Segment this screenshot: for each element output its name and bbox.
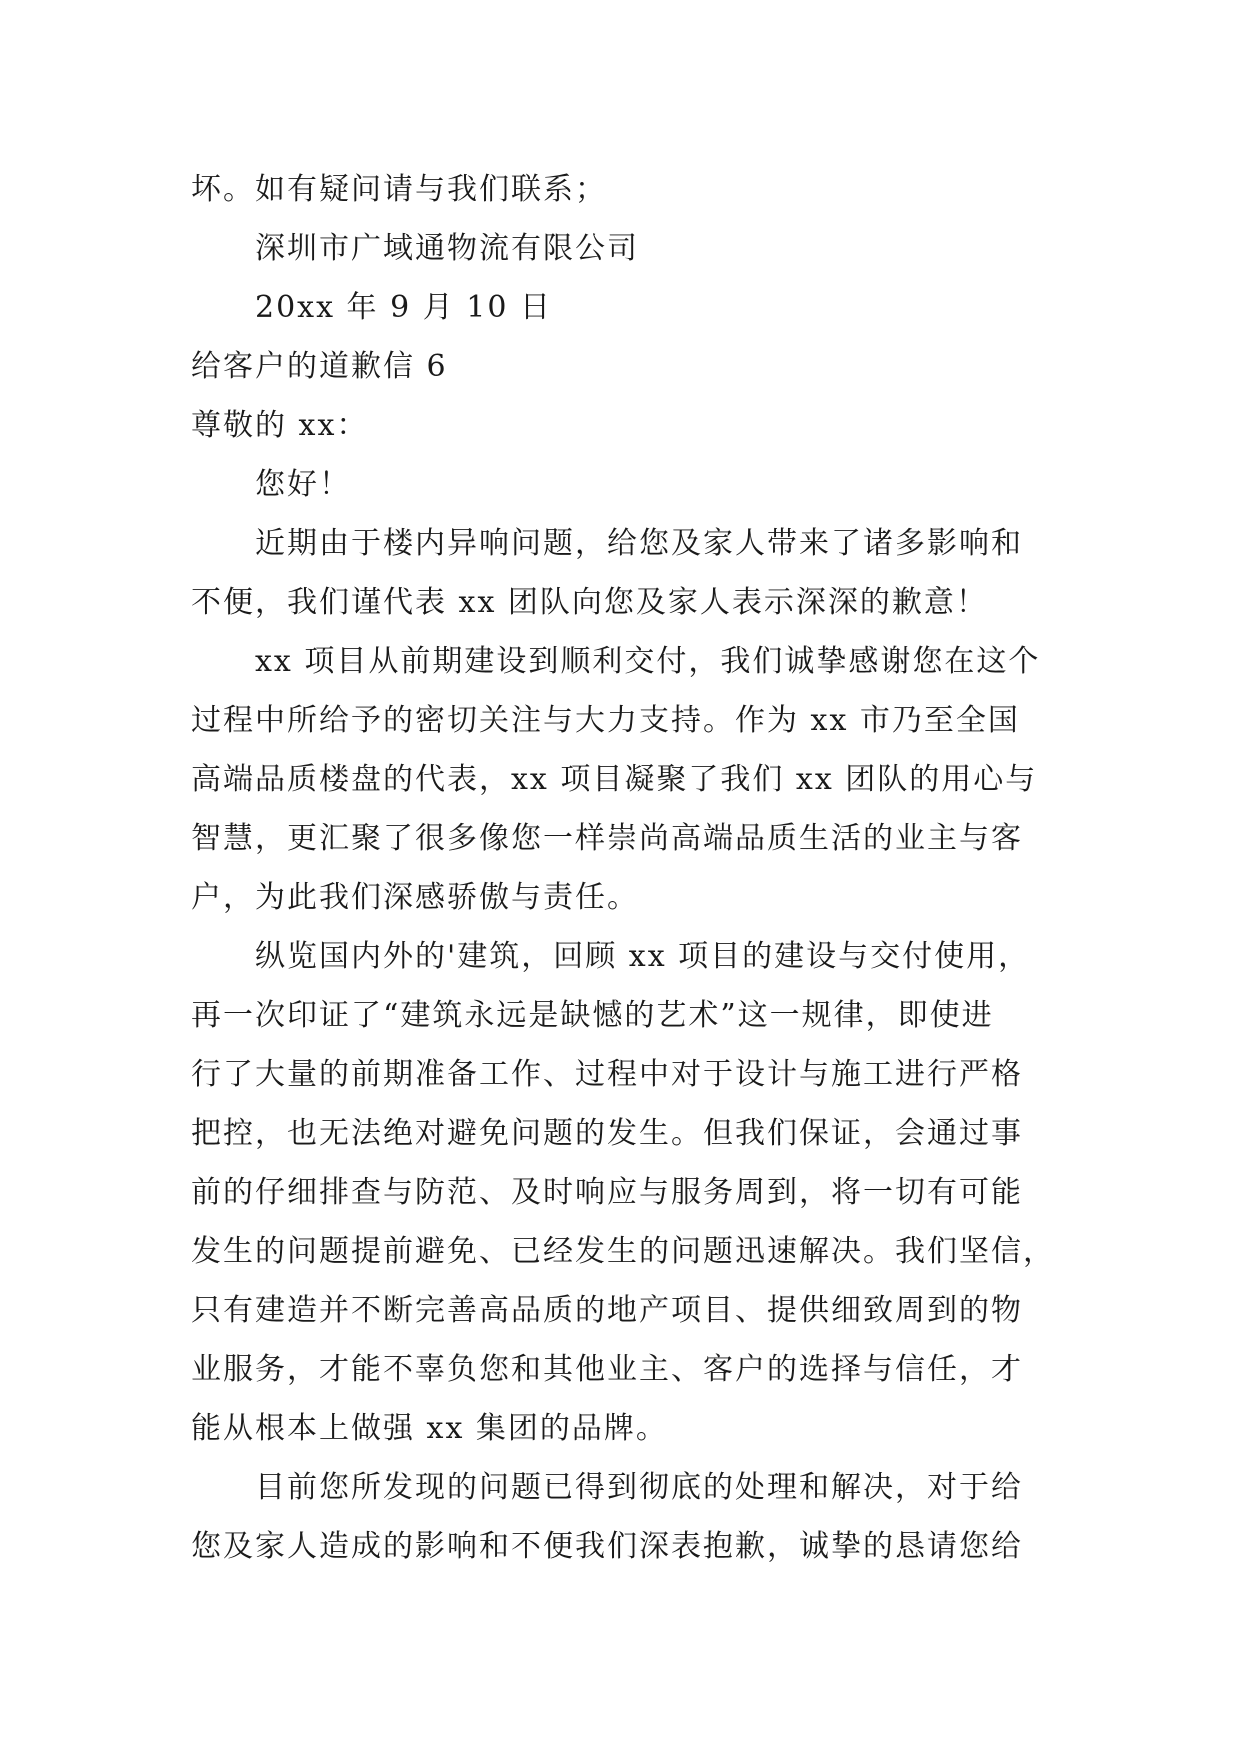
- signature-date: 20xx 年 9 月 10 日: [255, 290, 552, 325]
- text-line: 您及家人造成的影响和不便我们深表抱歉，诚挚的恳请您给: [191, 1529, 1023, 1564]
- salutation: 尊敬的 xx：: [191, 408, 369, 443]
- text-line: 能从根本上做强 xx 集团的品牌。: [191, 1411, 668, 1446]
- text-line: 只有建造并不断完善高品质的地产项目、提供细致周到的物: [191, 1293, 1023, 1328]
- text-line: 过程中所给予的密切关注与大力支持。作为 xx 市乃至全国: [191, 703, 1020, 738]
- text-line: 行了大量的前期准备工作、过程中对于设计与施工进行严格: [191, 1057, 1023, 1092]
- text-line: 前的仔细排查与防范、及时响应与服务周到，将一切有可能: [191, 1175, 1023, 1210]
- company-signature: 深圳市广域通物流有限公司: [255, 231, 639, 266]
- text-line: 把控，也无法绝对避免问题的发生。但我们保证，会通过事: [191, 1116, 1023, 1151]
- text-line: 发生的问题提前避免、已经发生的问题迅速解决。我们坚信，: [191, 1234, 1055, 1269]
- text-line: 不便，我们谨代表 xx 团队向您及家人表示深深的歉意！: [191, 585, 988, 620]
- letter-title: 给客户的道歉信 6: [191, 349, 448, 384]
- text-line: 户，为此我们深感骄傲与责任。: [191, 880, 639, 915]
- text-line: 业服务，才能不辜负您和其他业主、客户的选择与信任，才: [191, 1352, 1023, 1387]
- text-line: 智慧，更汇聚了很多像您一样崇尚高端品质生活的业主与客: [191, 821, 1023, 856]
- greeting: 您好！: [255, 467, 351, 502]
- text-line: xx 项目从前期建设到顺利交付，我们诚挚感谢您在这个: [255, 644, 1041, 679]
- text-line: 目前您所发现的问题已得到彻底的处理和解决，对于给: [255, 1470, 1023, 1505]
- letter-body: [191, 160, 1061, 1576]
- text-line: 纵览国内外的'建筑，回顾 xx 项目的建设与交付使用，: [255, 939, 1031, 974]
- text-line: 高端品质楼盘的代表，xx 项目凝聚了我们 xx 团队的用心与: [191, 762, 1038, 797]
- text-line: 再一次印证了“建筑永远是缺憾的艺术”这一规律，即使进: [191, 998, 994, 1033]
- text-line: 近期由于楼内异响问题，给您及家人带来了诸多影响和: [255, 526, 1023, 561]
- text-line: 坏。如有疑问请与我们联系；: [191, 172, 607, 207]
